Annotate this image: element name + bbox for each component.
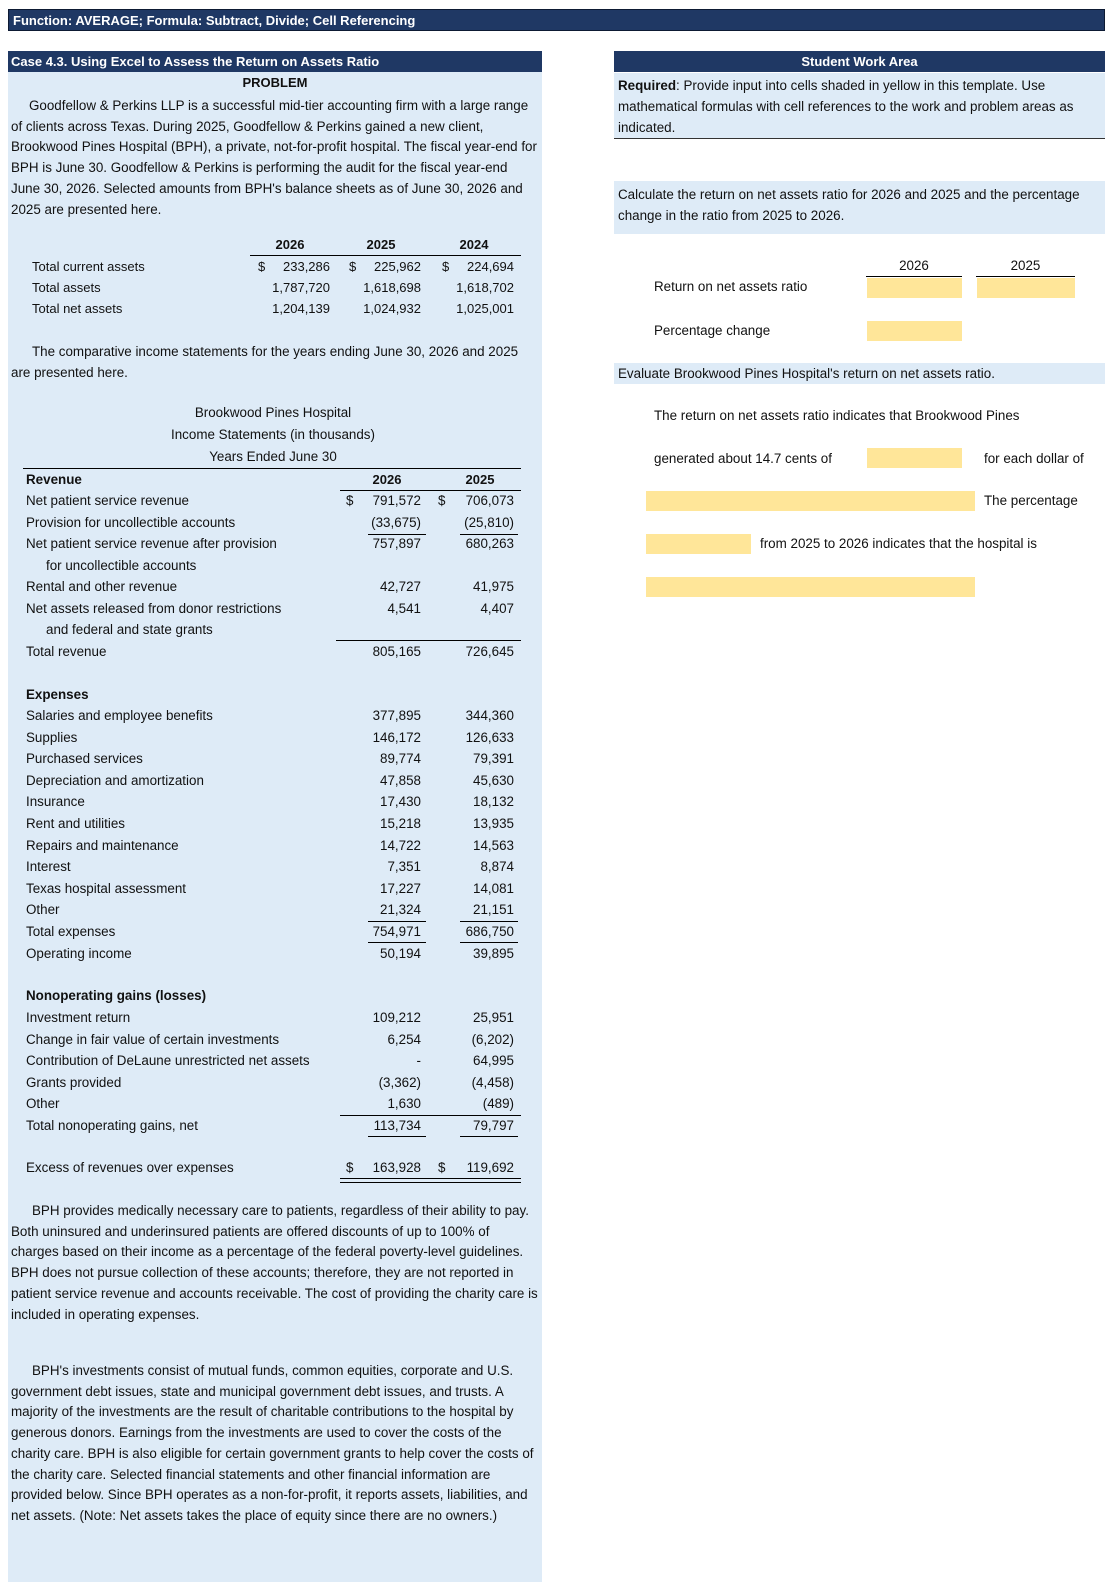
expense-line-2026: 17,227 [380,880,421,896]
expense-line-2026: 377,895 [372,708,421,723]
expense-line-label: Salaries and employee benefits [26,708,213,723]
balance-row-label: Total net assets [32,301,123,316]
balance-cell: 1,618,702 [456,280,514,295]
expense-line-label: Supplies [26,729,78,745]
expenses-total-underline [460,942,518,943]
expense-line-2025: 126,633 [465,729,514,745]
revenue-line-label-cont: and federal and state grants [46,622,213,637]
dollar-sign: $ [442,259,450,274]
nonop-line-2026: - [416,1053,421,1069]
work-area-header: Student Work Area [614,51,1105,72]
sentence-1: The return on net assets ratio indicates that Brookwood Pines [654,408,1020,423]
total-nonop-2025: 79,797 [473,1118,514,1133]
revenue-heading: Revenue [26,472,82,487]
revenue-line-2026: (33,675) [371,514,421,530]
operating-income-2025: 39,895 [473,946,514,961]
required-body: : Provide input into cells shaded in yellow in this template. Use mathematical formulas with cell references to the work and problem areas as indicated. [618,78,1074,135]
nonop-line-2026: (3,362) [378,1074,421,1090]
statement-divider [23,468,521,469]
intro-paragraph [11,96,539,220]
sentence-4: from 2025 to 2026 indicates that the hospital is [760,536,1037,551]
expense-line-2025: 13,935 [473,816,514,831]
investments-paragraph [11,1361,539,1527]
revenue-line-label-cont: for uncollectible accounts [46,557,197,573]
statement-title: Income Statements (in thousands) [171,427,375,442]
balance-cell: 1,618,698 [363,280,421,295]
change-word-input[interactable] [645,533,752,555]
nonop-line-label: Contribution of DeLaune unrestricted net assets [26,1053,310,1069]
expenses-underline [368,921,426,922]
required-label: Required [618,78,677,93]
statement-year-2025: 2025 [465,472,495,487]
comparative-text: The comparative income statements for the years ending June 30, 2026 and 2025 are presented here. [11,344,519,380]
total-revenue-label: Total revenue [26,644,107,659]
total-expenses-2026: 754,971 [372,924,421,939]
statement-entity: Brookwood Pines Hospital [194,405,352,420]
expense-line-2025: 14,563 [473,837,514,853]
revenue-line-2026: 4,541 [387,600,421,616]
expense-line-2026: 21,324 [380,902,421,918]
nonop-line-2025: (489) [482,1096,514,1112]
total-expenses-2025: 686,750 [465,924,514,939]
ratio-label: Return on net assets ratio [654,279,808,294]
nonop-total-underline [460,1136,518,1137]
function-banner: Function: AVERAGE; Formula: Subtract, Divide; Cell Referencing [8,9,1105,31]
ratio-2026-input[interactable] [866,277,963,299]
nonop-underline [340,1115,521,1116]
col-header-2026: 2026 [899,258,929,273]
dollar-sign: $ [346,1160,354,1175]
case-title: Case 4.3. Using Excel to Assess the Return on Assets Ratio [8,51,542,72]
nonop-line-label: Change in fair value of certain investments [26,1031,280,1047]
dollar-sign: $ [438,493,446,508]
total-expenses-label: Total expenses [26,924,116,939]
expense-line-2025: 21,151 [473,902,514,918]
total-revenue-2026: 805,165 [372,644,421,659]
nonop-line-2025: (4,458) [471,1074,514,1090]
nonop-line-2026: 109,212 [372,1010,421,1025]
balance-cell: 224,694 [467,259,514,274]
investments-text: BPH's investments consist of mutual funds, common equities, corporate and U.S. government debt issues, state and municipal government debt issues, and trusts. A majority of the investments are the result of charitable contributions to the hospital by generous donors. Earnings from the investments are used to cover the costs of the charity care. BPH is also eligible for certain government grants to help cover the costs of the charity care. Selected financial statements and other financial information are provided below. Since BPH operates as a non-for-profit, it reports assets, liabilities, and net assets. (Note: Net assets takes the place of equity since there are no owners.) [11,1363,534,1523]
expense-line-2026: 14,722 [380,837,421,853]
expense-line-2026: 89,774 [380,751,421,767]
excess-double-underline [340,1178,521,1183]
balance-header-underline [250,255,521,256]
ratio-2025-input[interactable] [976,277,1076,299]
nonop-line-label: Other [26,1096,60,1112]
expense-line-label: Interest [26,859,71,875]
balance-cell: 1,787,720 [272,280,330,295]
nonop-line-label: Grants provided [26,1074,122,1090]
col-header-2025: 2025 [1010,258,1041,273]
total-revenue-overline [336,640,521,641]
expense-line-2025: 79,391 [473,751,514,767]
balance-cell: 1,025,001 [456,301,514,316]
balance-row-label: Total assets [32,280,101,295]
expenses-heading: Expenses [26,687,89,702]
expense-line-2026: 7,351 [387,859,421,875]
required-text [618,75,1102,138]
revenue-line-label: Net assets released from donor restrictions [26,600,282,616]
sentence-2a: generated about 14.7 cents of [654,451,832,466]
revenue-line-2025: 4,407 [480,600,514,616]
operating-income-2026: 50,194 [380,946,421,961]
balance-year-header: 2024 [459,237,489,252]
conclusion-input[interactable] [645,576,976,598]
expense-line-2026: 15,218 [380,816,421,831]
nonop-line-2026: 6,254 [387,1031,421,1047]
revenue-line-label: Net patient service revenue [26,493,190,508]
revenue-line-label: Net patient service revenue after provision [26,536,277,551]
statement-year-2026: 2026 [372,472,402,487]
evaluate-instructions: Evaluate Brookwood Pines Hospital's return on net assets ratio. [618,366,995,381]
expense-line-2025: 8,874 [480,859,514,875]
charity-text: BPH provides medically necessary care to patients, regardless of their ability to pay. Both uninsured and underinsured patients are offered discounts of up to 100% of charges based on their income as a percentage of the federal poverty-level guidelines. BPH does not pursue collection of these accounts; therefore, they are not reported in patient service revenue and accounts receivable. The cost of providing the charity care is included in operating expenses. [11,1203,538,1322]
sentence-3: The percentage [984,493,1078,508]
expense-line-2026: 146,172 [372,729,421,745]
expense-line-2025: 14,081 [473,880,514,896]
pct-label: Percentage change [654,323,771,338]
balance-row-label: Total current assets [32,259,145,274]
problem-label: PROBLEM [242,75,308,90]
dollar-sign: $ [438,1160,446,1175]
income-word-input[interactable] [866,447,963,469]
expense-line-label: Rent and utilities [26,816,125,831]
expenses-underline [460,921,518,922]
expense-line-label: Repairs and maintenance [26,837,179,853]
total-nonop-label: Total nonoperating gains, net [26,1118,198,1133]
expense-line-label: Texas hospital assessment [26,880,187,896]
nonop-line-2026: 1,630 [387,1096,421,1112]
dollar-sign: $ [349,259,357,274]
charity-paragraph [11,1201,539,1325]
expense-line-2025: 18,132 [473,794,514,810]
balance-cell: 233,286 [283,259,330,274]
expense-line-2025: 45,630 [473,772,514,788]
sentence-2b: for each dollar of [984,451,1084,466]
subtotal-underline [460,534,518,535]
dollar-sign: $ [346,493,354,508]
nonop-line-2025: (6,202) [471,1031,514,1047]
expense-line-label: Insurance [26,794,85,810]
nonop-total-underline [368,1136,426,1137]
expense-line-2026: 17,430 [380,794,421,810]
revenue-line-2026: 757,897 [372,536,421,551]
revenue-line-label: Provision for uncollectible accounts [26,514,236,530]
balance-cell: 1,024,932 [363,301,421,316]
balance-year-header: 2026 [275,237,305,252]
revenue-line-2026: 791,572 [372,493,421,508]
expense-line-2025: 344,360 [465,708,514,723]
assets-word-input[interactable] [645,490,976,512]
statement-period: Years Ended June 30 [209,449,337,464]
revenue-line-2025: (25,810) [464,514,514,530]
operating-income-label: Operating income [26,946,132,961]
nonop-line-2025: 64,995 [473,1053,514,1069]
expense-line-label: Other [26,902,60,918]
balance-cell: 225,962 [374,259,421,274]
expense-line-label: Purchased services [26,751,143,767]
revenue-line-2025: 680,263 [465,536,514,551]
revenue-line-2025: 41,975 [473,579,514,594]
dollar-sign: $ [258,259,266,274]
balance-year-header: 2025 [366,237,396,252]
total-nonop-2026: 113,734 [373,1118,421,1133]
excess-2026: 163,928 [372,1160,421,1175]
revenue-line-2026: 42,727 [380,579,421,594]
expense-line-label: Depreciation and amortization [26,772,204,788]
balance-cell: 1,204,139 [272,301,330,316]
calc-instructions: Calculate the return on net assets ratio for 2026 and 2025 and the percentage change in the ratio from 2025 to 2026. [618,187,1080,223]
nonop-line-2025: 25,951 [473,1010,514,1025]
nonop-line-label: Investment return [26,1010,131,1025]
nonop-heading: Nonoperating gains (losses) [26,988,207,1003]
year-underline [340,490,521,491]
comparative-paragraph [11,342,539,383]
intro-text: Goodfellow & Perkins LLP is a successful mid-tier accounting firm with a large range of clients across Texas. During 2025, Goodfellow & Perkins gained a new client, Brookwood Pines Hospital (BPH), a private, not-for-profit hospital. The fiscal year-end for BPH is June 30. Goodfellow & Perkins is performing the audit for the fiscal year-end June 30, 2026. Selected amounts from BPH's balance sheets as of June 30, 2026 and 2025 are presented here. [11,98,537,217]
pct-change-input[interactable] [866,320,963,342]
expenses-total-underline [368,942,426,943]
subtotal-underline [368,534,426,535]
revenue-line-2025: 706,073 [465,493,514,508]
expense-line-2026: 47,858 [380,772,421,788]
revenue-line-label: Rental and other revenue [26,579,178,594]
total-revenue-2025: 726,645 [465,644,514,659]
excess-label: Excess of revenues over expenses [26,1160,234,1175]
excess-2025: 119,692 [466,1160,514,1175]
